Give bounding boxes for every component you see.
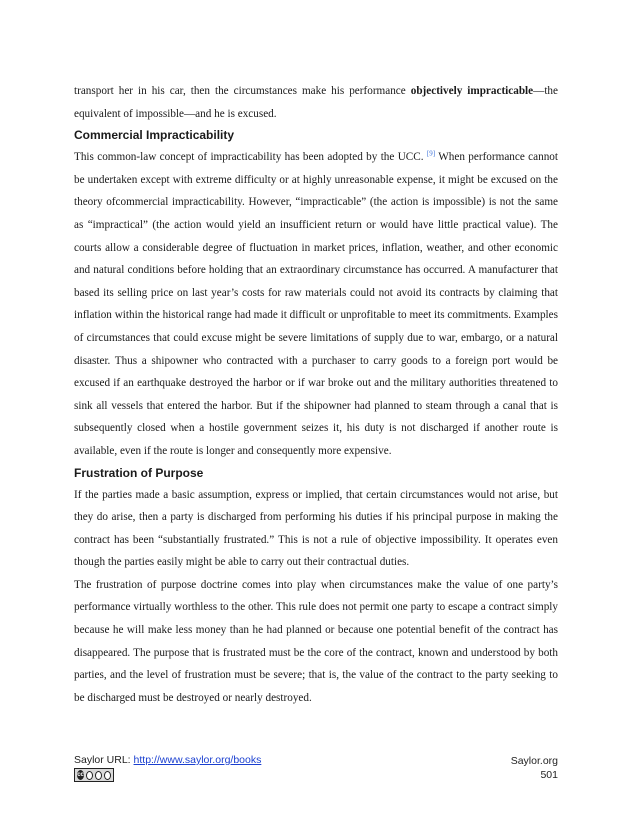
share-alike-icon (104, 771, 111, 780)
paragraph-frustration-1: If the parties made a basic assumption, express or implied, that certain circumstances would not arise, but they do arise, then a party is discharged from performing his duties if his principal purpose in making the contract has been “substantially frustrated.” This is not a rule of objective impossibility. It operates even though the parties easily might be able to carry out their contractual duties. (74, 488, 558, 569)
noncommercial-icon (95, 771, 102, 780)
footnote-link[interactable]: [9] (426, 149, 436, 158)
paragraph-text: —the equivalent of impossible—and he is excused. (74, 85, 558, 120)
paragraph-text: When performance cannot be undertaken except with extreme difficulty or at highly unreasonable expense, it might be excused on the theory ofcommercial impracticability. However, “impracticable” (the action is impossible) is not the same as “impractical” (the action would yield an insufficient return or would have little practical value). The courts allow a considerable degree of fluctuation in market prices, inflation, weather, and other economic and natural conditions before holding that an extraordinary circumstance has occurred. A manufacturer that based its selling price on last year’s costs for raw materials could not avoid its contracts by claiming that inflation within the historical range had made it difficult or unprofitable to meet its commitments. Examples of circumstances that could excuse might be severe limitations of supply due to war, embargo, or a natural disaster. Thus a shipowner who contracted with a purchaser to carry goods to a foreign port would be excused if an earthquake destroyed the harbor or if war broke out and the military authorities threatened to sink all vessels that entered the harbor. But if the shipowner had planned to steam through a canal that is subsequently closed when a hostile government seizes it, his duty is not discharged if another route is available, even if the route is longer and consequently more expensive. (74, 151, 558, 457)
paragraph-text: transport her in his car, then the circumstances make his performance (74, 85, 411, 97)
paragraph-objective-impracticability (74, 80, 558, 125)
attribution-icon (86, 771, 93, 780)
footer-url-line (74, 754, 261, 766)
section-heading-commercial-impracticability: Commercial Impracticability (74, 128, 235, 143)
section-heading-frustration-of-purpose: Frustration of Purpose (74, 465, 204, 480)
footer-publisher: Saylor.org (510, 755, 558, 767)
paragraph-frustration-2: The frustration of purpose doctrine comes into play when circumstances make the value of one party’s performance virtually worthless to the other. This rule does not permit one party to escape a contract simply because he will make less money than he had planned or because one potential benefit of the contract has disappeared. The purpose that is frustrated must be the core of the contract, known and understood by both parties, and the level of frustration must be severe; that is, the value of the contract to the party seeking to be discharged must be destroyed or nearly destroyed. (74, 578, 558, 704)
paragraph-commercial-impracticability (74, 146, 558, 462)
creative-commons-license-icon[interactable] (74, 768, 114, 782)
page-number: 501 (540, 769, 558, 781)
footer-right (511, 754, 558, 782)
cc-logo-icon: cc (77, 772, 84, 778)
document-body (74, 80, 558, 709)
bold-term: objectively impracticable (410, 85, 534, 97)
paragraph-text: This common-law concept of impracticability has been adopted by the UCC. (74, 151, 427, 164)
saylor-books-link[interactable]: http://www.saylor.org/books (133, 754, 262, 766)
footer-url-label: Saylor URL: (74, 754, 134, 766)
